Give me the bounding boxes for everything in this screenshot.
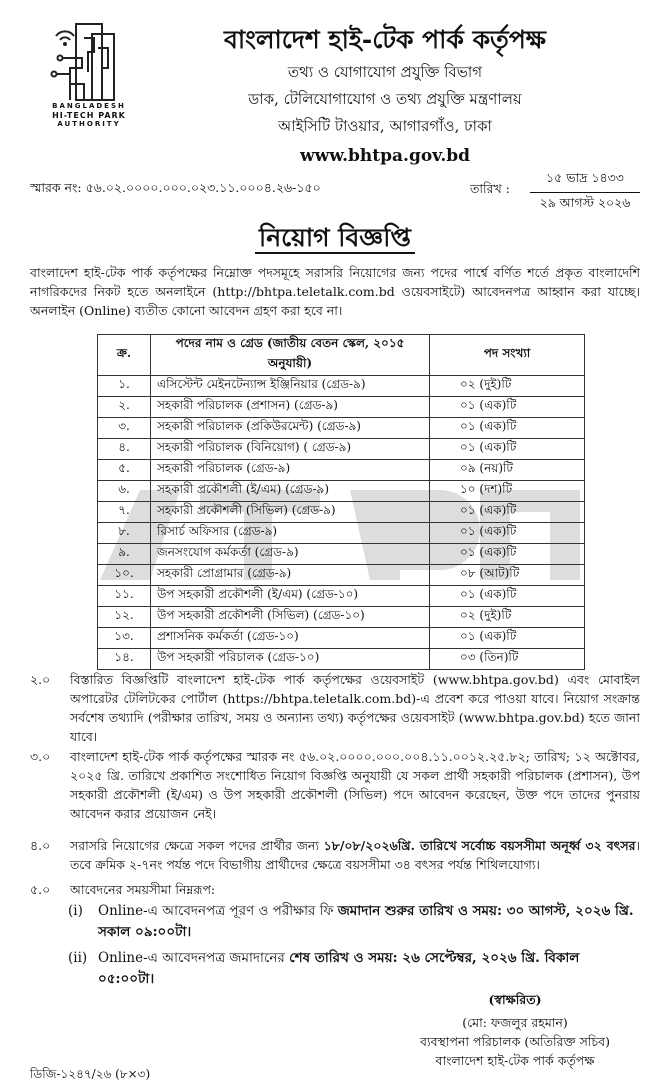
age-limit-highlight: ১৮/০৮/২০২৬খ্রি. তারিখে সর্বোচ্চ বয়সসীমা অনূর্ধ্ব ৩২ বৎসর (323, 838, 636, 853)
date-label: তারিখ : (470, 181, 510, 196)
timeline-text-a: Online-এ আবেদনপত্র জমাদানের (98, 950, 290, 966)
signatory-organization: বাংলাদেশ হাই-টেক পার্ক কর্তৃপক্ষ (435, 1053, 595, 1068)
row-post-count: ০২ (দুই)টি (430, 607, 585, 628)
table-row (98, 376, 585, 397)
signatory-name: (মো: ফজলুর রহমান) (462, 1015, 568, 1030)
row-post-count: ০১ (এক)টি (430, 544, 585, 565)
timeline-item-2 (68, 948, 640, 990)
logo-line-3: AUTHORITY (57, 120, 121, 128)
section-3 (30, 747, 640, 823)
row-post-count: ০১ (এক)টি (430, 397, 585, 418)
row-serial: ৬. (98, 481, 151, 502)
row-post-name: উপ সহকারী প্রকৌশলী (ই/এম) (গ্রেড-১০) (151, 586, 430, 607)
table-row (98, 565, 585, 586)
timeline-number: (i) (68, 903, 83, 919)
row-post-name: জনসংযোগ কর্মকর্তা (গ্রেড-৯) (151, 544, 430, 565)
section-number: ২.০ (30, 672, 51, 687)
row-serial: ১৪. (98, 649, 151, 670)
date-english: ২৯ আগস্ট ২০২৬ (539, 195, 631, 210)
table-row (98, 502, 585, 523)
row-post-count: ০১ (এক)টি (430, 586, 585, 607)
row-post-count: ০১ (এক)টি (430, 418, 585, 439)
intro-paragraph: বাংলাদেশ হাই-টেক পার্ক কর্তৃপক্ষের নিম্নোক্ত পদসমূহে সরাসরি নিয়োগের জন্য পদের পার্শ্বে বর্ণিত শর্তে প্রকৃত বাংলাদেশি নাগরিকদের নিকট হতে অনলাইনে (http://bhtpa.teletalk.com.bd ওয়েবসাইটে) আবেদনপত্র আহ্বান করা যাচ্ছে। অনলাইন (Online) ব্যতীত কোনো আবেদন গ্রহণ করা হবে না। (30, 265, 640, 318)
section-number: ৫.০ (30, 882, 51, 897)
organization-title: বাংলাদেশ হাই-টেক পার্ক কর্তৃপক্ষ (223, 25, 547, 54)
timeline-text (98, 948, 640, 990)
signatory-designation: ব্যবস্থাপনা পরিচালক (অতিরিক্ত সচিব) (420, 1034, 610, 1049)
header-post-name: পদের নাম ও গ্রেড (জাতীয় বেতন স্কেল, ২০১৫ অনুযায়ী) (151, 335, 430, 376)
section-5 (30, 880, 640, 899)
section-2 (30, 670, 640, 746)
row-post-name: সহকারী পরিচালক (গ্রেড-৯) (151, 460, 430, 481)
signed-label: (স্বাক্ষরিত) (488, 992, 542, 1007)
row-serial: ৩. (98, 418, 151, 439)
row-serial: ৮. (98, 523, 151, 544)
row-post-name: সহকারী প্রোগ্রামার (গ্রেড-৯) (151, 565, 430, 586)
section-4-text-a: সরাসরি নিয়োগের ক্ষেত্রে সকল পদের প্রার্থীর জন্য (70, 838, 324, 853)
row-serial: ১১. (98, 586, 151, 607)
row-post-name: উপ সহকারী প্রকৌশলী (সিভিল) (গ্রেড-১০) (151, 607, 430, 628)
row-post-count: ১০ (দশ)টি (430, 481, 585, 502)
posts-table (97, 334, 585, 670)
row-post-count: ০৩ (তিন)টি (430, 649, 585, 670)
table-header-row (98, 335, 585, 376)
section-4-text-b: । তবে ক্রমিক ২-৭নং পর্যন্ত পদে বিভাগীয় প্রার্থীদের ক্ষেত্রে বয়সসীমা ৩৪ বৎসর পর্যন্ত শিথিলযোগ্য। (70, 838, 640, 872)
row-post-name: সহকারী পরিচালক (বিনিয়োগ) ( গ্রেড-৯) (151, 439, 430, 460)
row-post-count: ০১ (এক)টি (430, 502, 585, 523)
division-line: তথ্য ও যোগাযোগ প্রযুক্তি বিভাগ (287, 63, 483, 81)
memo-number: স্মারক নং: ৫৬.০২.০০০০.০০০.০২৩.১১.০০০৪.২৬-১৫০ (30, 180, 321, 195)
table-row (98, 544, 585, 565)
section-text: বিস্তারিত বিজ্ঞপ্তিটি বাংলাদেশ হাই-টেক পার্ক কর্তৃপক্ষের ওয়েবসাইট (www.bhtpa.gov.bd) এবং মোবাইল অপারেটর টেলিটকের পোর্টাল (https://bhtpa.teletalk.com.bd)-এ প্রবেশ করে পাওয়া যাবে। নিয়োগ সংক্রান্ত সর্বশেষ তথ্যাদি (পরীক্ষার তারিখ, সময় ও অন্যান্য তথ্য) কর্তৃপক্ষের ওয়েবসাইট (www.bhtpa.gov.bd) হতে জানা যাবে। (70, 672, 640, 744)
notice-title (0, 218, 670, 261)
row-serial: ২. (98, 397, 151, 418)
row-post-count: ০১ (এক)টি (430, 523, 585, 544)
table-row (98, 649, 585, 670)
table-row (98, 481, 585, 502)
section-text: আবেদনের সময়সীমা নিম্নরূপ: (70, 882, 216, 897)
row-post-count: ০১ (এক)টি (430, 628, 585, 649)
table-row (98, 397, 585, 418)
row-serial: ৪. (98, 439, 151, 460)
row-post-name: প্রশাসনিক কর্মকর্তা (গ্রেড-১০) (151, 628, 430, 649)
timeline-highlight: শেষ তারিখ ও সময়: ২৬ সেপ্টেম্বর, ২০২৬ খ্রি. বিকাল ০৫:০০টা। (98, 950, 580, 987)
ministry-line: ডাক, টেলিযোগাযোগ ও তথ্য প্রযুক্তি মন্ত্রণালয় (248, 90, 522, 108)
website-url: www.bhtpa.gov.bd (299, 146, 471, 166)
section-text: বাংলাদেশ হাই-টেক পার্ক কর্তৃপক্ষের স্মারক নং ৫৬.০২.০০০০.০০০.০০৪.১১.০০১২.২৫.৮২; তারিখ; ১২ অক্টোবর, ২০২৫ খ্রি. তারিখে প্রকাশিত সংশোধিত নিয়োগ বিজ্ঞপ্তি অনুযায়ী যে সকল প্রার্থী সহকারী পরিচালক (প্রশাসন), উপ সহকারী প্রকৌশলী (ই/এম) ও উপ সহকারী প্রকৌশলী (সিভিল) পদে আবেদন করেছেন, উক্ত পদে তাদের পুনরায় আবেদন করার প্রয়োজন নেই। (70, 749, 640, 821)
table-row (98, 523, 585, 544)
row-serial: ১০. (98, 565, 151, 586)
row-serial: ৫. (98, 460, 151, 481)
timeline-text-a: Online-এ আবেদনপত্র পূরণ ও পরীক্ষার ফি (98, 903, 338, 919)
notice-title-text: নিয়োগ বিজ্ঞপ্তি (255, 223, 415, 254)
date-bangla: ১৫ ভাদ্র ১৪৩৩ (530, 170, 640, 193)
row-post-name: রিসার্চ অফিসার (গ্রেড-৯) (151, 523, 430, 544)
section-text (70, 836, 640, 874)
logo-caption (34, 102, 144, 129)
row-serial: ১৩. (98, 628, 151, 649)
section-4 (30, 836, 640, 874)
section-number: ৪.০ (30, 838, 51, 853)
timeline-item-1 (68, 901, 640, 943)
building-circuit-icon (40, 18, 132, 102)
row-post-count: ০৮ (আট)টি (430, 565, 585, 586)
row-post-name: সহকারী পরিচালক (প্রশাসন) (গ্রেড-৯) (151, 397, 430, 418)
row-post-name: সহকারী পরিচালক (প্রকিউরমেন্ট) (গ্রেড-৯) (151, 418, 430, 439)
row-post-count: ০১ (এক)টি (430, 439, 585, 460)
date-box (530, 170, 640, 215)
logo-line-2: HI-TECH PARK (52, 111, 126, 120)
row-serial: ৭. (98, 502, 151, 523)
timeline-highlight: জমাদান শুরুর তারিখ ও সময়: ৩০ আগস্ট, ২০২৬ খ্রি. সকাল ০৯:০০টা। (98, 903, 634, 940)
table-row (98, 418, 585, 439)
header-serial: ক্র. (98, 335, 151, 376)
logo-line-1: BANGLADESH (52, 102, 126, 110)
row-serial: ৯. (98, 544, 151, 565)
timeline-number: (ii) (68, 950, 88, 966)
timeline-text (98, 901, 640, 943)
table-row (98, 586, 585, 607)
table-row (98, 607, 585, 628)
row-post-count: ০৯ (নয়)টি (430, 460, 585, 481)
row-post-name: এসিস্টেন্ট মেইনটেন্যান্স ইঞ্জিনিয়ার (গ্রেড-৯) (151, 376, 430, 397)
table-row (98, 460, 585, 481)
header-post-count: পদ সংখ্যা (430, 335, 585, 376)
table-row (98, 439, 585, 460)
row-serial: ১. (98, 376, 151, 397)
row-post-name: উপ সহকারী পরিচালক (গ্রেড-১০) (151, 649, 430, 670)
table-row (98, 628, 585, 649)
row-post-name: সহকারী প্রকৌশলী (সিভিল) (গ্রেড-৯) (151, 502, 430, 523)
row-serial: ১২. (98, 607, 151, 628)
row-post-name: সহকারী প্রকৌশলী (ই/এম) (গ্রেড-৯) (151, 481, 430, 502)
footer-code: ডিজি-১২৪৭/২৬ (৮×৩) (30, 1067, 151, 1081)
address-line: আইসিটি টাওয়ার, আগারগাঁও, ঢাকা (278, 117, 492, 135)
row-post-count: ০২ (দুই)টি (430, 376, 585, 397)
section-number: ৩.০ (30, 749, 51, 764)
